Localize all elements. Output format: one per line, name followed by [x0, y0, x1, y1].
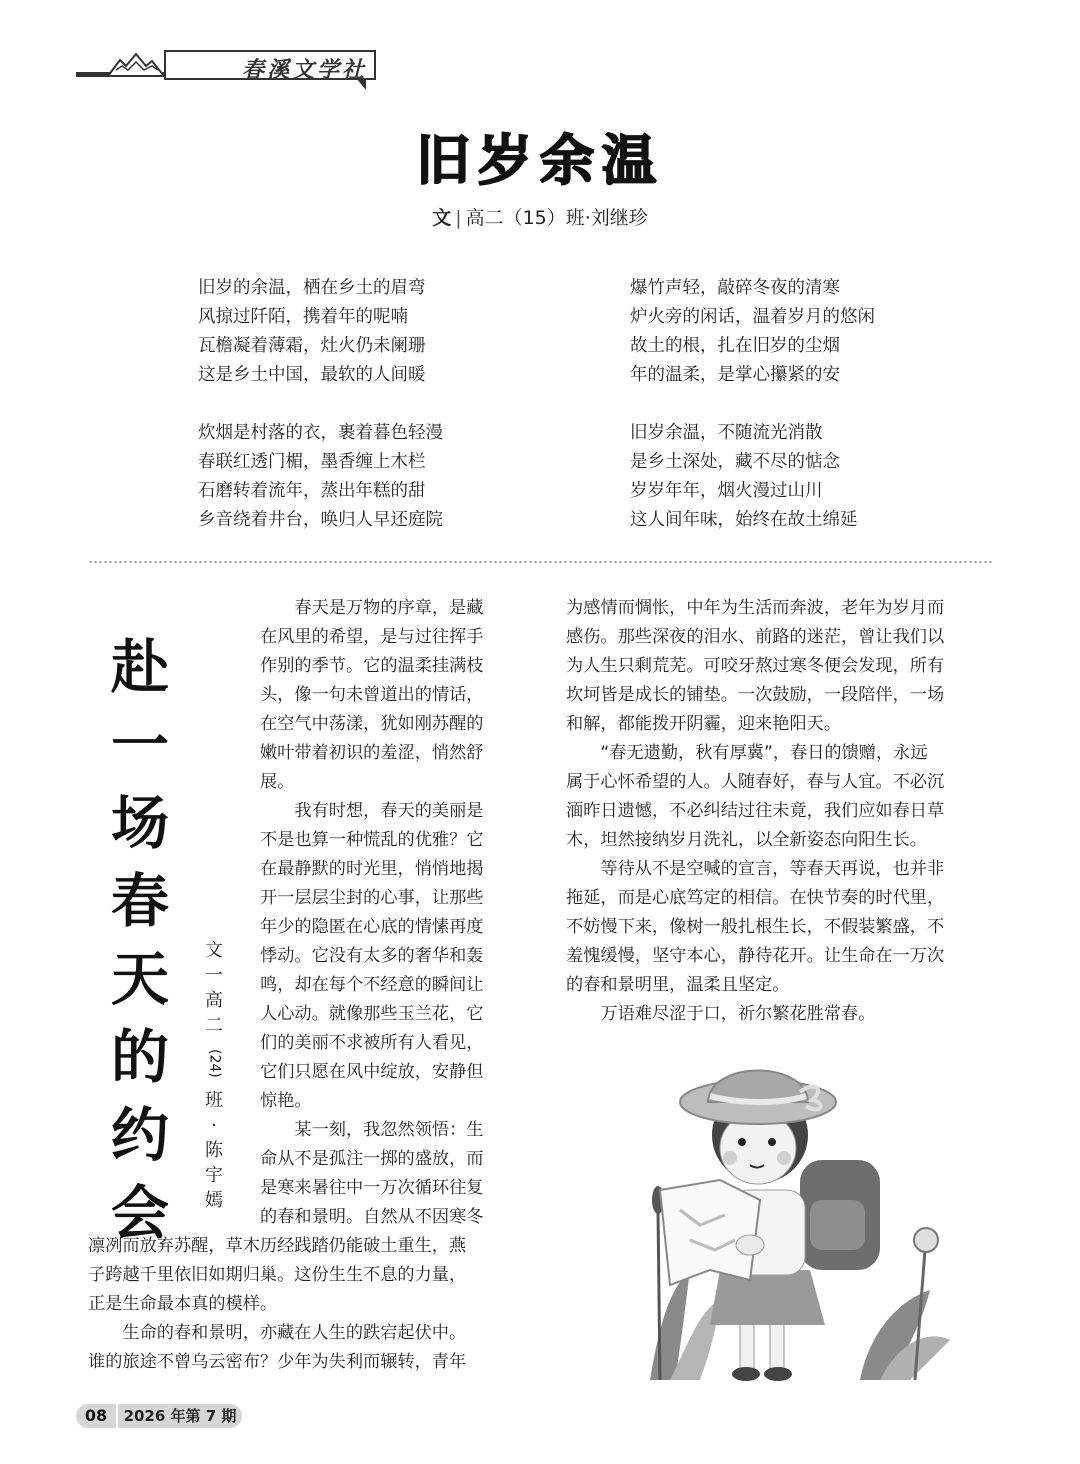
- article-column-2: [566, 594, 944, 1029]
- poem-author-name: 高二（15）班·刘继珍: [465, 207, 648, 229]
- article-line: 它们只愿在风中绽放，安静但: [260, 1062, 484, 1082]
- article-line: 木，坦然接纳岁月洗礼，以全新姿态向阳生长。: [566, 830, 927, 850]
- article-title-char: 的: [110, 1023, 169, 1091]
- article-line: 生命的春和景明，亦藏在人生的跌宕起伏中。: [88, 1323, 467, 1343]
- article-author: [200, 938, 228, 1213]
- article-line: 感伤。那些深夜的泪水、前路的迷茫，曾让我们以: [566, 627, 945, 647]
- poem-line: 这是乡土中国，最软的人间暖: [198, 365, 426, 385]
- article-author-char: ·: [211, 1115, 217, 1136]
- page-number: 08: [76, 1404, 116, 1428]
- poem-line: 年的温柔，是掌心攥紧的安: [630, 365, 840, 385]
- poem-author-prefix: 文: [432, 207, 452, 229]
- article-title-char: 约: [110, 1101, 169, 1169]
- article-line: 谁的旅途不曾乌云密布？少年为失利而辗转，青年: [88, 1352, 467, 1372]
- poem-line: 瓦檐凝着薄霜，灶火仍未阑珊: [198, 336, 426, 356]
- column-name: 春溪文学社: [242, 57, 368, 83]
- article-line: 惊艳。: [260, 1091, 312, 1111]
- issue-label: 2026 年第 7 期: [118, 1404, 242, 1428]
- poem-line: 石磨转着流年，蒸出年糕的甜: [198, 481, 426, 501]
- article-title-char: 春: [110, 867, 169, 935]
- poem-stanza-1: [198, 274, 426, 390]
- article-line: 们的美丽不求被所有人看见，: [260, 1033, 484, 1053]
- article-author-char: 高: [205, 990, 223, 1011]
- article-line: 正是生命最本真的模样。: [88, 1294, 278, 1314]
- article-line: 拖延，而是心底笃定的相信。在快节奏的时代里，: [566, 888, 945, 908]
- article-title-char: 会: [110, 1179, 169, 1247]
- article-line: 和解，都能拨开阴霾，迎来艳阳天。: [566, 714, 842, 734]
- article-line: 的春和景明。自然从不因寒冬: [260, 1207, 484, 1227]
- article-line: 作别的季节。它的温柔挂满枝: [260, 656, 484, 676]
- poem-line: 旧岁余温，不随流光消散: [630, 423, 823, 443]
- poem-line: 炊烟是村落的衣，裹着暮色轻漫: [198, 423, 443, 443]
- poem-line: 这人间年味，始终在故土绵延: [630, 510, 858, 530]
- article-line: 嫩叶带着初识的羞涩，悄然舒: [260, 743, 484, 763]
- article-line: 子跨越千里依旧如期归巢。这份生生不息的力量，: [88, 1265, 467, 1285]
- article-title-char: 天: [110, 945, 169, 1013]
- article-line: 为感情而惆怅，中年为生活而奔波，老年为岁月而: [566, 598, 945, 618]
- article-line: 属于心怀希望的人。人随春好，春与人宜。不必沉: [566, 772, 945, 792]
- article-line: 春天是万物的序章，是藏: [260, 598, 484, 618]
- poem-line: 旧岁的余温，栖在乡土的眉弯: [198, 278, 426, 298]
- article-line: 是寒来暑往中一万次循环往复: [260, 1178, 484, 1198]
- article-line: 羞愧缓慢，坚守本心，静待花开。让生命在一万次: [566, 946, 945, 966]
- article-line: 等待从不是空喊的宣言，等春天再说，也并非: [566, 859, 945, 879]
- article-author-char: 文: [205, 940, 223, 961]
- article-author-char: (24): [206, 1048, 223, 1078]
- girl-with-map-illustration: [630, 1040, 970, 1390]
- poem-line: 风掠过阡陌，携着年的呢喃: [198, 307, 408, 327]
- article-line: 为人生只剩荒芜。可咬牙熬过寒冬便会发现，所有: [566, 656, 945, 676]
- poem-line: 爆竹声轻，敲碎冬夜的清寒: [630, 278, 840, 298]
- article-line: 凛冽而放弃苏醒，草木历经践踏仍能破土重生，燕: [88, 1236, 467, 1256]
- article-line: 年少的隐匿在心底的情愫再度: [260, 917, 484, 937]
- article-line: 在最静默的时光里，悄悄地揭: [260, 859, 484, 879]
- article-author-char: 一: [205, 965, 223, 986]
- article-author-char: 陈: [205, 1140, 223, 1161]
- article-line: 的春和景明里，温柔且坚定。: [566, 975, 790, 995]
- article-line: 在空气中荡漾，犹如刚苏醒的: [260, 714, 484, 734]
- poem-stanza-3: [630, 274, 875, 390]
- article-line: 悸动。它没有太多的奢华和轰: [260, 946, 484, 966]
- article-title-char: 赴: [110, 633, 169, 701]
- article-title-char: 场: [110, 789, 169, 857]
- poem-line: 乡音绕着井台，唤归人早还庭院: [198, 510, 443, 530]
- article-title-char: 一: [110, 711, 169, 779]
- article-line: 万语难尽涩于口，祈尔繁花胜常春。: [566, 1004, 876, 1024]
- article-title: [108, 628, 172, 1252]
- article-line: 湎昨日遗憾，不必纠结过往未竟，我们应如春日草: [566, 801, 945, 821]
- article-line: 头，像一句未曾道出的情话，: [260, 685, 484, 705]
- poem-stanza-4: [630, 419, 858, 535]
- poem-line: 炉火旁的闲话，温着岁月的悠闲: [630, 307, 875, 327]
- poem-line: 岁岁年年，烟火漫过山川: [630, 481, 823, 501]
- article-line: 展。: [260, 772, 295, 792]
- poem-stanza-2: [198, 419, 443, 535]
- poem-title: 旧岁余温: [416, 129, 664, 192]
- dotted-divider: [88, 560, 992, 564]
- article-line: 鸣，却在每个不经意的瞬间让: [260, 975, 484, 995]
- article-line: “春无遗勤，秋有厚冀”，春日的馈赠，永远: [566, 743, 928, 763]
- article-line: 坎坷皆是成长的铺垫。一次鼓励，一段陪伴，一场: [566, 685, 945, 705]
- article-line: 不是也算一种慌乱的优雅？它: [260, 830, 484, 850]
- mountain-icon: [106, 52, 166, 78]
- poem-author: 文 | 高二（15）班·刘继珍: [432, 207, 648, 229]
- article-author-char: 宇: [205, 1165, 223, 1186]
- column-tag: [76, 50, 368, 84]
- article-line: 命从不是孤注一掷的盛放，而: [260, 1149, 484, 1169]
- poem-line: 故土的根，扎在旧岁的尘烟: [630, 336, 840, 356]
- article-author-char: 班: [205, 1090, 223, 1111]
- article-line: 人心动。就像那些玉兰花，它: [260, 1004, 484, 1024]
- article-line: 不妨慢下来，像树一般扎根生长，不假装繁盛，不: [566, 917, 945, 937]
- poem-line: 春联红透门楣，墨香缠上木栏: [198, 452, 426, 472]
- article-column-1-wide: [88, 1232, 466, 1377]
- article-author-char: 二: [205, 1015, 223, 1036]
- article-line: 某一刻，我忽然领悟：生: [260, 1120, 484, 1140]
- poem-line: 是乡土深处，藏不尽的惦念: [630, 452, 840, 472]
- article-column-1: [260, 594, 483, 1232]
- article-line: 开一层层尘封的心事，让那些: [260, 888, 484, 908]
- article-line: 在风里的希望，是与过往挥手: [260, 627, 484, 647]
- article-line: 我有时想，春天的美丽是: [260, 801, 484, 821]
- article-author-char: 嫣: [205, 1190, 223, 1211]
